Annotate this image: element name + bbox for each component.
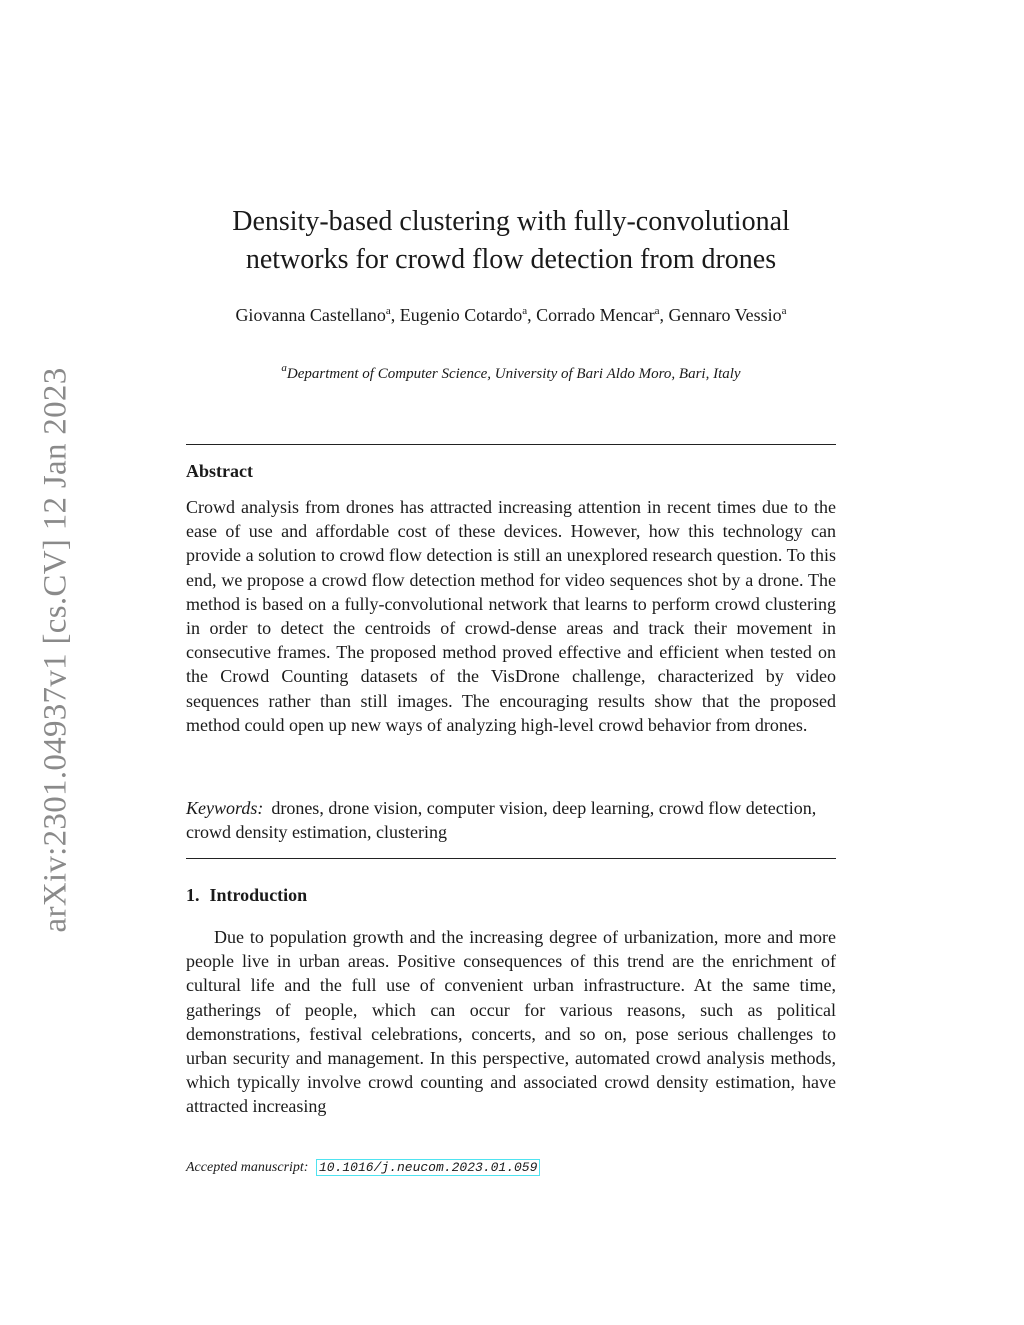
author-affiliation-marker: a (781, 305, 787, 317)
author-separator: , (659, 305, 669, 325)
abstract-body: Crowd analysis from drones has attracted increasing attention in recent times due to the ease of use and affordable cost of these devices. However, how this technology can provide a solution to crowd flow detection is still an unexplored research question. To this end, we propose a crowd flow detection method for video sequences shot by a drone. The method is based on a fully-convolutional network that learns to perform crowd clustering in order to detect the centroids of crowd-dense areas and track their movement in consecutive frames. The proposed method proved effective and efficient when tested on the Crowd Counting datasets of the VisDrone challenge, characterized by video sequences rather than still images. The encouraging results show that the proposed method could open up new ways of analyzing high-level crowd behavior from drones. (186, 497, 836, 735)
section-title: Introduction (209, 885, 308, 905)
abstract-bottom-rule (186, 858, 836, 859)
section-number: 1. (186, 885, 200, 905)
author-name: Giovanna Castellano (235, 305, 386, 325)
author-name: Eugenio Cotardo (399, 305, 523, 325)
keywords-text: drones, drone vision, computer vision, deep learning, crowd flow detection, crowd density estimation, clustering (186, 798, 817, 842)
author-affiliation-marker: a (522, 305, 528, 317)
author-affiliation-marker: a (654, 305, 660, 317)
abstract-top-rule (186, 444, 836, 445)
arxiv-identifier-stamp: arXiv:2301.04937v1 [cs.CV] 12 Jan 2023 (37, 367, 74, 933)
abstract-heading: Abstract (186, 461, 253, 481)
author-name: Gennaro Vessio (668, 305, 782, 325)
author-affiliation-marker: a (385, 305, 391, 317)
section-heading-introduction (186, 885, 307, 906)
affiliation (186, 362, 836, 383)
paper-title: Density-based clustering with fully-convolutional networks for crowd flow detection from drones (232, 206, 790, 275)
affiliation-text: Department of Computer Science, University of Bari Aldo Moro, Bari, Italy (286, 366, 741, 382)
author-list (186, 303, 836, 327)
author-separator: , (527, 305, 537, 325)
introduction-body: Due to population growth and the increasing degree of urbanization, more and more people live in urban areas. Positive consequences of this trend are the enrichment of cultural life and the full use of convenient urban infrastructure. At the same time, gatherings of people, which can occur for various reasons, such as political demonstrations, festival celebrations, concerts, and so on, pose serious challenges to urban security and management. In this perspective, automated crowd analysis methods, which typically involve crowd counting and associated crowd density estimation, have attracted increasing (186, 927, 836, 1117)
affiliation-marker: a (281, 362, 287, 374)
doi-link[interactable]: 10.1016/j.neucom.2023.01.059 (316, 1159, 540, 1176)
keywords (186, 796, 836, 844)
author-separator: , (390, 305, 400, 325)
footer-note (186, 1160, 540, 1176)
footer-label: Accepted manuscript: (186, 1160, 309, 1175)
author-name: Corrado Mencar (536, 305, 655, 325)
keywords-label: Keywords: (186, 798, 264, 818)
